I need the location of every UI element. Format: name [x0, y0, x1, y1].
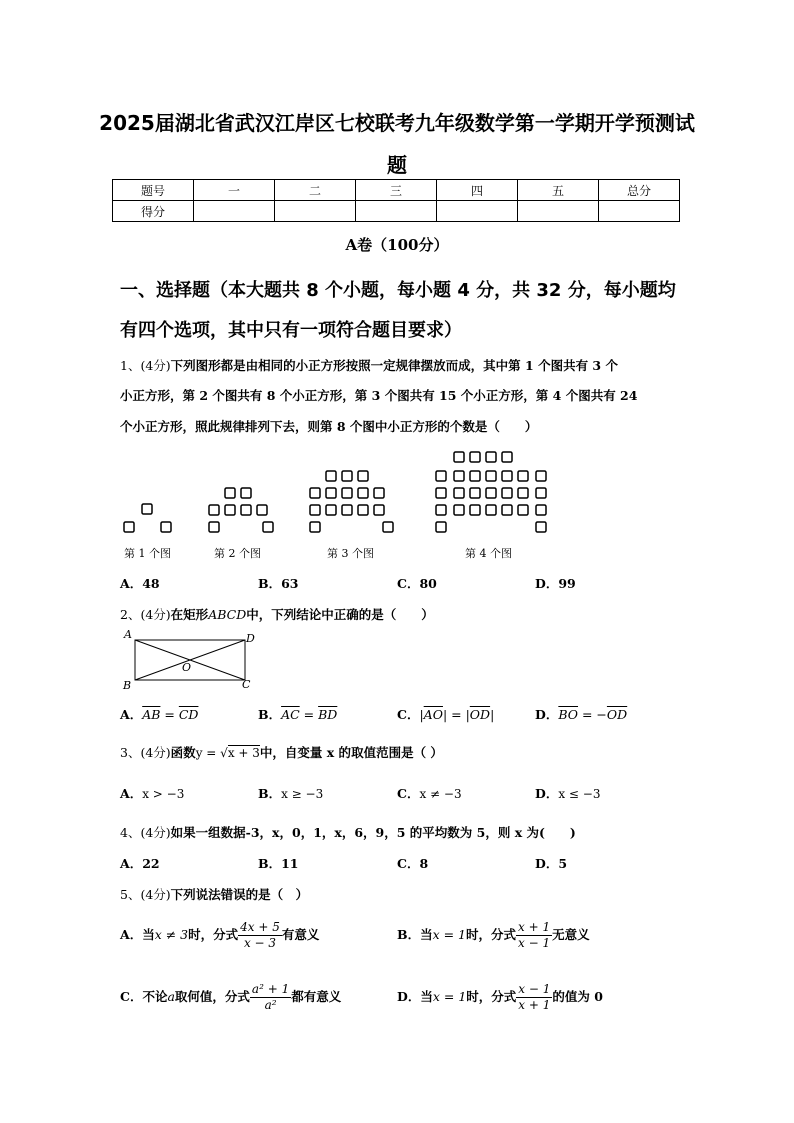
score-table-cell: 三 — [356, 180, 437, 201]
numerator: a² + 1 — [251, 982, 290, 996]
option-letter: B． — [258, 786, 282, 801]
option-text: 时，分式 — [466, 927, 517, 942]
vector-od: $\overline{OD}$ — [469, 707, 491, 722]
option-text: D．当 — [397, 989, 433, 1004]
option-text: 的值为 0 — [552, 989, 603, 1004]
equals-negative-sign: = − — [578, 707, 607, 722]
question-number: 2、(4分) — [120, 607, 171, 622]
option-d[interactable] — [535, 705, 627, 723]
vector-ac: $\overline{AC}$ — [281, 707, 300, 722]
equals-sign: = — [160, 707, 179, 722]
question-4-stem — [120, 823, 576, 841]
option-letter: D． — [535, 786, 559, 801]
option-value: x ≤ −3 — [558, 787, 601, 801]
page-title-continued: 题 — [387, 153, 407, 177]
option-text: 取何值，分式 — [174, 989, 250, 1004]
center-label-o: O — [182, 661, 192, 674]
question-3-text: 中，自变量 x 的取值范围是（ ） — [259, 745, 443, 760]
question-number: 3、(4分) — [120, 745, 171, 760]
score-table-cell: 一 — [194, 180, 275, 201]
option-c[interactable] — [397, 784, 462, 802]
score-table-cell: 题号 — [113, 180, 194, 201]
vector-bo: $\overline{BO}$ — [558, 707, 579, 722]
option-d[interactable]: D．5 — [535, 856, 568, 871]
denominator: x − 3 — [243, 936, 277, 950]
option-letter: C． — [397, 707, 420, 722]
square-pattern-figures — [118, 448, 558, 538]
vertex-label-c: C — [242, 678, 251, 691]
section-1-heading-continued: 有四个选项，其中只有一项符合题目要求） — [120, 320, 462, 341]
option-text: 时，分式 — [188, 927, 239, 942]
numerator: 4x + 5 — [240, 920, 280, 934]
function-formula: y = √x + 3 — [195, 746, 260, 760]
question-2-stem — [120, 605, 434, 623]
option-a[interactable]: A．22 — [120, 856, 160, 871]
vector-cd: $\overline{CD}$ — [178, 707, 199, 722]
vector-bd: $\overline{BD}$ — [318, 707, 338, 722]
question-4-text: 如果一组数据-3，x，0，1，x，6，9，5 的平均数为 5，则 x 为( ) — [170, 825, 576, 840]
denominator: a² — [264, 998, 277, 1012]
option-a[interactable]: A．48 — [120, 576, 160, 591]
option-letter: C． — [397, 786, 420, 801]
section-1-heading: 一、选择题（本大题共 8 个小题，每小题 4 分，共 32 分，每小题均 — [120, 280, 676, 301]
numerator: x + 1 — [518, 920, 551, 934]
option-d[interactable] — [397, 982, 603, 1013]
question-3-stem — [120, 743, 443, 761]
rectangle-abcd-figure — [118, 628, 268, 692]
question-1-line-3: 个小正方形，照此规律排列下去，则第 8 个图中小正方形的个数是（ ） — [120, 419, 538, 434]
rectangle-name: ABCD — [208, 607, 247, 622]
question-1-text: 下列图形都是由相同的小正方形按照一定规律摆放而成，其中第 1 个图共有 3 个 — [170, 358, 618, 373]
vertex-label-d: D — [246, 632, 255, 645]
vector-ao: $\overline{AO}$ — [423, 707, 443, 722]
option-a[interactable] — [120, 784, 184, 802]
question-1-line-1 — [120, 356, 618, 374]
question-number: 4、(4分) — [120, 825, 171, 840]
option-b[interactable] — [258, 784, 323, 802]
score-table-cell: 总分 — [599, 180, 680, 201]
question-5-stem — [120, 885, 308, 903]
option-b[interactable] — [397, 920, 590, 951]
score-table-cell: 二 — [275, 180, 356, 201]
score-blank-cell[interactable] — [194, 201, 275, 222]
condition: x ≠ 3 — [154, 927, 189, 942]
denominator: x + 1 — [518, 998, 551, 1012]
condition: x = 1 — [432, 927, 467, 942]
option-text: B．当 — [397, 927, 433, 942]
option-b[interactable] — [258, 705, 337, 723]
option-text: A．当 — [120, 927, 155, 942]
figure-caption: 第 3 个图 — [327, 547, 374, 560]
score-blank-cell[interactable] — [518, 201, 599, 222]
option-text: 有意义 — [281, 927, 320, 942]
option-letter: B． — [258, 707, 282, 722]
question-number: 5、(4分) — [120, 887, 171, 902]
question-5-text: 下列说法错误的是（ ） — [170, 887, 309, 902]
question-1-line-2: 小正方形，第 2 个图共有 8 个小正方形，第 3 个图共有 15 个小正方形，第 4 个图共有 24 — [120, 388, 638, 403]
formula-y: y = — [195, 746, 221, 760]
score-table-score-row — [113, 201, 680, 222]
fraction — [516, 982, 552, 1013]
score-table-header-row — [113, 180, 680, 201]
score-table-cell: 五 — [518, 180, 599, 201]
fraction — [516, 920, 552, 951]
option-value: x > −3 — [142, 787, 185, 801]
formula-radicand: x + 3 — [227, 746, 260, 760]
option-c[interactable]: C．$|\overline{AO}| = |\overline{OD}|$ — [397, 707, 495, 722]
score-blank-cell[interactable] — [356, 201, 437, 222]
option-letter: D． — [535, 707, 559, 722]
option-text: 时，分式 — [466, 989, 517, 1004]
equals-sign: = — [299, 707, 319, 722]
fraction — [238, 920, 282, 951]
option-b[interactable]: B．11 — [258, 856, 299, 871]
option-a[interactable] — [120, 705, 198, 723]
option-c[interactable] — [120, 982, 341, 1013]
question-2-text: 中，下列结论中正确的是（ ） — [246, 607, 434, 622]
option-text: C．不论 — [120, 989, 168, 1004]
option-c[interactable]: C．8 — [397, 856, 429, 871]
vertex-label-b: B — [123, 679, 132, 692]
question-number: 1、(4分) — [120, 358, 171, 373]
page-title: 2025届湖北省武汉江岸区七校联考九年级数学第一学期开学预测试 — [99, 111, 695, 135]
condition: x = 1 — [432, 989, 467, 1004]
option-b[interactable]: B．63 — [258, 576, 299, 591]
question-3-text: 函数 — [170, 745, 196, 760]
numerator: x − 1 — [518, 982, 551, 996]
score-blank-cell[interactable] — [599, 201, 680, 222]
option-a[interactable] — [120, 920, 319, 951]
option-letter: A． — [120, 707, 143, 722]
section-a-heading: A卷（100分） — [345, 236, 449, 254]
option-letter: A． — [120, 786, 143, 801]
score-blank-cell[interactable] — [275, 201, 356, 222]
denominator: x − 1 — [518, 936, 551, 950]
score-blank-cell[interactable] — [437, 201, 518, 222]
option-value: x ≠ −3 — [419, 787, 462, 801]
question-2-text: 在矩形 — [170, 607, 209, 622]
option-text: 都有意义 — [291, 989, 342, 1004]
figure-caption: 第 1 个图 — [124, 547, 171, 560]
score-table — [112, 179, 680, 222]
figure-caption: 第 2 个图 — [214, 547, 261, 560]
option-d[interactable] — [535, 784, 600, 802]
option-value: x ≥ −3 — [281, 787, 324, 801]
fraction — [250, 982, 291, 1013]
variable: a — [167, 989, 175, 1004]
option-text: 无意义 — [552, 927, 590, 942]
score-table-row-label: 得分 — [113, 201, 194, 222]
option-c[interactable]: C．80 — [397, 576, 437, 591]
option-d[interactable]: D．99 — [535, 576, 576, 591]
vertex-label-a: A — [124, 628, 132, 641]
vector-od: $\overline{OD}$ — [606, 707, 628, 722]
score-table-cell: 四 — [437, 180, 518, 201]
figure-caption: 第 4 个图 — [465, 547, 512, 560]
vector-ab: $\overline{AB}$ — [142, 707, 161, 722]
